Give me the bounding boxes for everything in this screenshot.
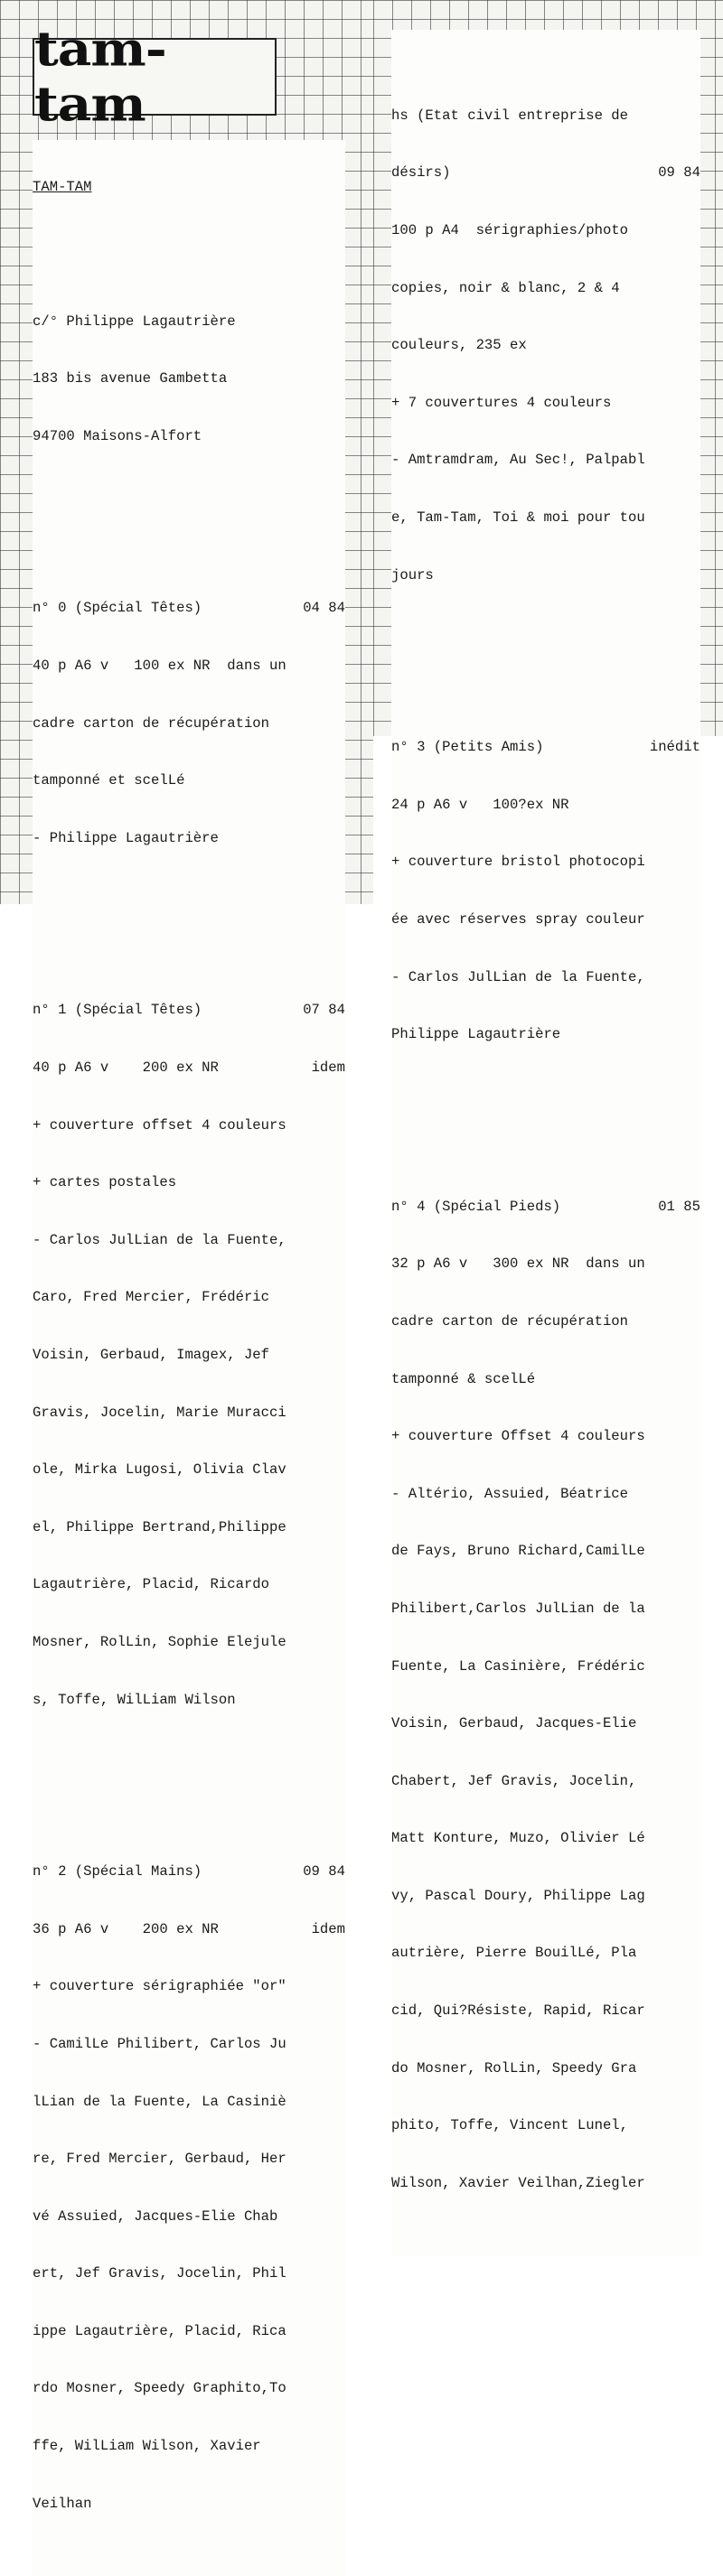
- issue-date: 04 84: [303, 600, 345, 617]
- issue-date: 09 84: [658, 164, 700, 182]
- issue-2: [33, 1825, 345, 2553]
- issue-date: 07 84: [303, 1002, 345, 1019]
- issue-line: jours: [391, 566, 434, 583]
- issue-1: [33, 963, 345, 1748]
- issue-specs: 36 p A6 v 200 ex NR: [33, 1920, 219, 1937]
- issue-hs: [391, 68, 700, 623]
- issue-line: - Philippe Lagautrière: [33, 829, 219, 846]
- issue-line: Voisin, Gerbaud, Imagex, Jef: [33, 1346, 270, 1363]
- issue-line: - Amtramdram, Au Sec!, Palpabl: [391, 452, 645, 469]
- issue-line: cid, Qui?Résiste, Rapid, Ricar: [391, 2002, 645, 2020]
- issue-line: do Mosner, RolLin, Speedy Gra: [391, 2059, 637, 2077]
- issue-line: + couverture Offset 4 couleurs: [391, 1428, 645, 1445]
- address-block: [33, 274, 345, 484]
- issue-line: ert, Jef Gravis, Jocelin, Phil: [33, 2265, 286, 2282]
- issue-line: ée avec réserves spray couleur: [391, 910, 645, 928]
- issue-line: s, Toffe, WilLiam Wilson: [33, 1691, 236, 1708]
- issue-line: couleurs, 235 ex: [391, 337, 527, 354]
- issue-date: inédit: [649, 739, 700, 756]
- issue-line: copies, noir & blanc, 2 & 4: [391, 279, 620, 296]
- issue-line: cadre carton de récupération: [391, 1312, 629, 1330]
- address-line: 94700 Maisons-Alfort: [33, 427, 202, 444]
- issue-3: [391, 700, 700, 1083]
- issue-line: vé Assuied, Jacques-Elie Chab: [33, 2207, 278, 2225]
- address-line: 183 bis avenue Gambetta: [33, 370, 228, 387]
- issue-date: 01 85: [658, 1198, 700, 1215]
- left-column: [33, 140, 345, 2576]
- issue-line: Wilson, Xavier Veilhan,Ziegler: [391, 2174, 645, 2191]
- issue-line: Voisin, Gerbaud, Jacques-Elie: [391, 1715, 637, 1732]
- issue-line: Gravis, Jocelin, Marie Muracci: [33, 1404, 286, 1421]
- issue-line: ippe Lagautrière, Placid, Rica: [33, 2322, 286, 2339]
- issue-line: Philippe Lagautrière: [391, 1026, 561, 1043]
- issue-date: 09 84: [303, 1863, 345, 1881]
- issue-line: Veilhan: [33, 2495, 92, 2512]
- issue-title: n° 0 (Spécial Têtes): [33, 600, 202, 617]
- issue-title: désirs): [391, 164, 451, 182]
- issue-line: phito, Toffe, Vincent Lunel,: [391, 2117, 629, 2134]
- issue-line: + couverture offset 4 couleurs: [33, 1116, 286, 1134]
- heading: TAM-TAM: [33, 179, 92, 196]
- issue-line: 32 p A6 v 300 ex NR dans un: [391, 1255, 645, 1273]
- address-line: c/° Philippe Lagautrière: [33, 313, 236, 330]
- issue-line: re, Fred Mercier, Gerbaud, Her: [33, 2151, 286, 2168]
- issue-title: n° 3 (Petits Amis): [391, 739, 544, 756]
- issue-line: - CamilLe Philibert, Carlos Ju: [33, 2035, 286, 2052]
- issue-0: [33, 561, 345, 886]
- issue-line: lLian de la Fuente, La Casiniè: [33, 2093, 286, 2110]
- issue-line: Fuente, La Casinière, Frédéric: [391, 1657, 645, 1675]
- issue-4: [391, 1159, 700, 2231]
- right-column: [391, 30, 700, 2256]
- issue-line: Philibert,Carlos JulLian de la: [391, 1600, 645, 1617]
- issue-line: ole, Mirka Lugosi, Olivia Clav: [33, 1461, 286, 1479]
- issue-line: - Carlos JulLian de la Fuente,: [391, 968, 645, 985]
- issue-line: cadre carton de récupération: [33, 714, 270, 732]
- issue-line: ffe, WilLiam Wilson, Xavier: [33, 2438, 261, 2455]
- issue-line: de Fays, Bruno Richard,CamilLe: [391, 1543, 645, 1560]
- issue-line: Lagautrière, Placid, Ricardo: [33, 1576, 270, 1593]
- issue-note: idem: [311, 1059, 345, 1076]
- issue-line: - Carlos JulLian de la Fuente,: [33, 1231, 286, 1248]
- issue-line: Chabert, Jef Gravis, Jocelin,: [391, 1772, 637, 1789]
- issue-line: 24 p A6 v 100?ex NR: [391, 796, 569, 813]
- issue-line: tamponné et scelLé: [33, 772, 185, 789]
- issue-line: rdo Mosner, Speedy Graphito,To: [33, 2380, 286, 2397]
- issue-line: vy, Pascal Doury, Philippe Lag: [391, 1887, 645, 1904]
- issue-line: 40 p A6 v 100 ex NR dans un: [33, 658, 286, 675]
- issue-line: - Altério, Assuied, Béatrice: [391, 1485, 629, 1502]
- issue-line: tamponné & scelLé: [391, 1370, 536, 1387]
- issue-line: + couverture bristol photocopi: [391, 854, 645, 871]
- issue-title: n° 1 (Spécial Têtes): [33, 1002, 202, 1019]
- issue-line: Mosner, RolLin, Sophie Elejule: [33, 1633, 286, 1650]
- issue-line: 100 p A4 sérigraphies/photo: [391, 222, 629, 238]
- issue-line: + cartes postales: [33, 1174, 177, 1191]
- issue-line: Matt Konture, Muzo, Olivier Lé: [391, 1830, 645, 1847]
- issue-line: e, Tam-Tam, Toi & moi pour tou: [391, 509, 645, 526]
- issue-title: hs (Etat civil entreprise de: [391, 107, 629, 124]
- issue-line: Caro, Fred Mercier, Frédéric: [33, 1289, 270, 1306]
- issue-specs: 40 p A6 v 200 ex NR: [33, 1059, 219, 1076]
- issue-line: + 7 couvertures 4 couleurs: [391, 394, 612, 411]
- issue-line: + couverture sérigraphiée "or": [33, 1978, 286, 1995]
- issue-title: n° 2 (Spécial Mains): [33, 1863, 202, 1881]
- issue-title: n° 4 (Spécial Pieds): [391, 1198, 561, 1215]
- issue-note: idem: [311, 1920, 345, 1937]
- issue-line: el, Philippe Bertrand,Philippe: [33, 1518, 286, 1535]
- logo-box: [33, 21, 277, 133]
- issue-line: autrière, Pierre BouilLé, Pla: [391, 1945, 637, 1962]
- logo: tam-tam: [34, 21, 166, 133]
